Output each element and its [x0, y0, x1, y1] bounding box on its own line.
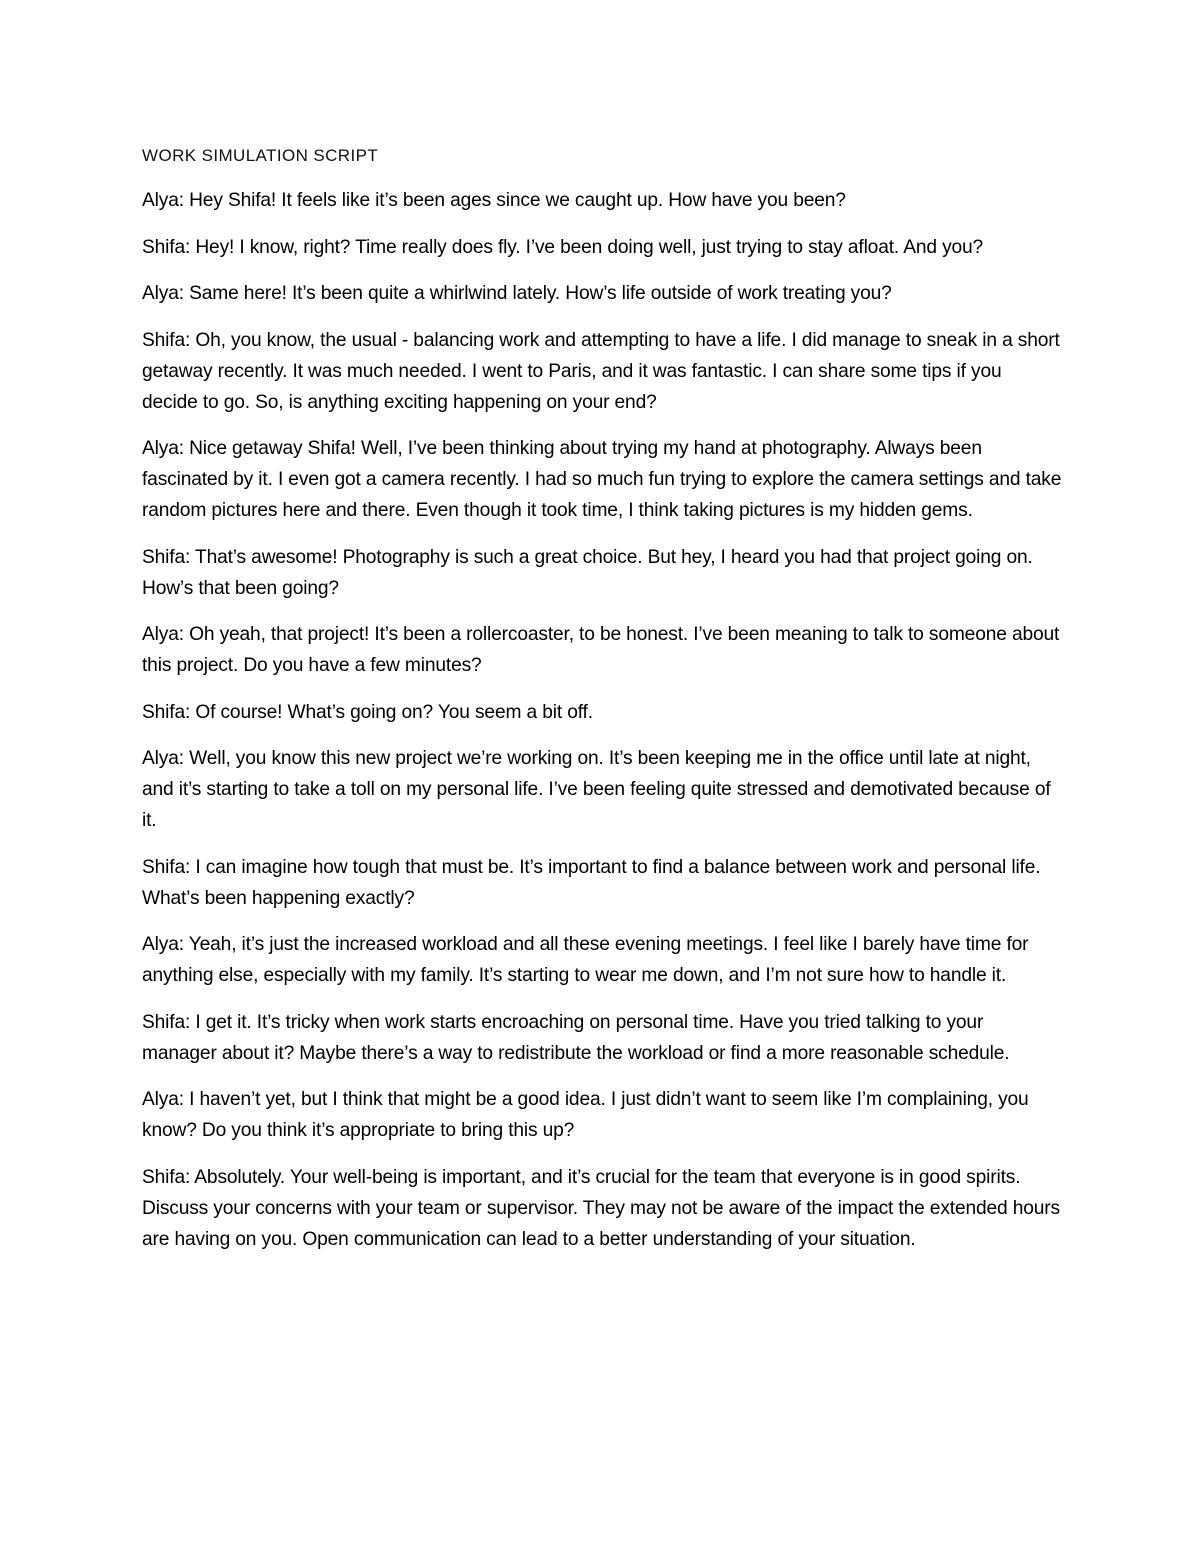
dialogue-line-10: Shifa: I can imagine how tough that must be. It’s important to find a balance between work and personal life. What’s been happening exactly?: [142, 856, 1041, 909]
document-body: [142, 143, 1062, 1270]
document-title: WORK SIMULATION SCRIPT: [142, 146, 379, 165]
dialogue-line-3: Alya: Same here! It’s been quite a whirlwind lately. How’s life outside of work treating you?: [142, 283, 892, 304]
dialogue-line-7: Alya: Oh yeah, that project! It’s been a rollercoaster, to be honest. I’ve been meaning to talk to someone about this project. Do you have a few minutes?: [142, 624, 1060, 676]
dialogue-line-6: Shifa: That’s awesome! Photography is such a great choice. But hey, I heard you had that project going on. How’s that been going?: [142, 546, 1033, 599]
dialogue-line-5: Alya: Nice getaway Shifa! Well, I’ve been thinking about trying my hand at photography. Always been fascinated by it. I even got a camera recently. I had so much fun trying to explore the camera settings and take random pictures here and there. Even though it took time, I think taking pictures is my hidden gems.: [142, 438, 1062, 521]
dialogue-line-1: Alya: Hey Shifa! It feels like it’s been ages since we caught up. How have you been?: [142, 190, 846, 211]
dialogue-line-14: Shifa: Absolutely. Your well-being is important, and it’s crucial for the team that everyone is in good spirits. Discuss your concerns with your team or supervisor. They may not be aware of the impact the extended hours are having on you. Open communication can lead to a better understanding of your situation.: [142, 1166, 1060, 1250]
dialogue-line-11: Alya: Yeah, it’s just the increased workload and all these evening meetings. I feel like I barely have time for anything else, especially with my family. It’s starting to wear me down, and I’m not sure how to handle it.: [142, 934, 1029, 986]
dialogue-line-2: Shifa: Hey! I know, right? Time really does fly. I’ve been doing well, just trying to stay afloat. And you?: [142, 236, 984, 258]
dialogue-line-8: Shifa: Of course! What’s going on? You seem a bit off.: [142, 701, 593, 723]
dialogue-line-4: Shifa: Oh, you know, the usual - balancing work and attempting to have a life. I did manage to sneak in a short getaway recently. It was much needed. I went to Paris, and it was fantastic. I can share some tips if you decide to go. So, is anything exciting happening on your end?: [142, 329, 1060, 413]
dialogue-line-12: Shifa: I get it. It’s tricky when work starts encroaching on personal time. Have you tried talking to your manager about it? Maybe there’s a way to redistribute the workload or find a more reasonable schedule.: [142, 1011, 1010, 1064]
dialogue-line-9: Alya: Well, you know this new project we’re working on. It’s been keeping me in the office until late at night, and it’s starting to take a toll on my personal life. I’ve been feeling quite stressed and demotivated because of it.: [142, 748, 1051, 831]
dialogue-line-13: Alya: I haven’t yet, but I think that might be a good idea. I just didn’t want to seem like I’m complaining, you know? Do you think it’s appropriate to bring this up?: [142, 1089, 1029, 1141]
